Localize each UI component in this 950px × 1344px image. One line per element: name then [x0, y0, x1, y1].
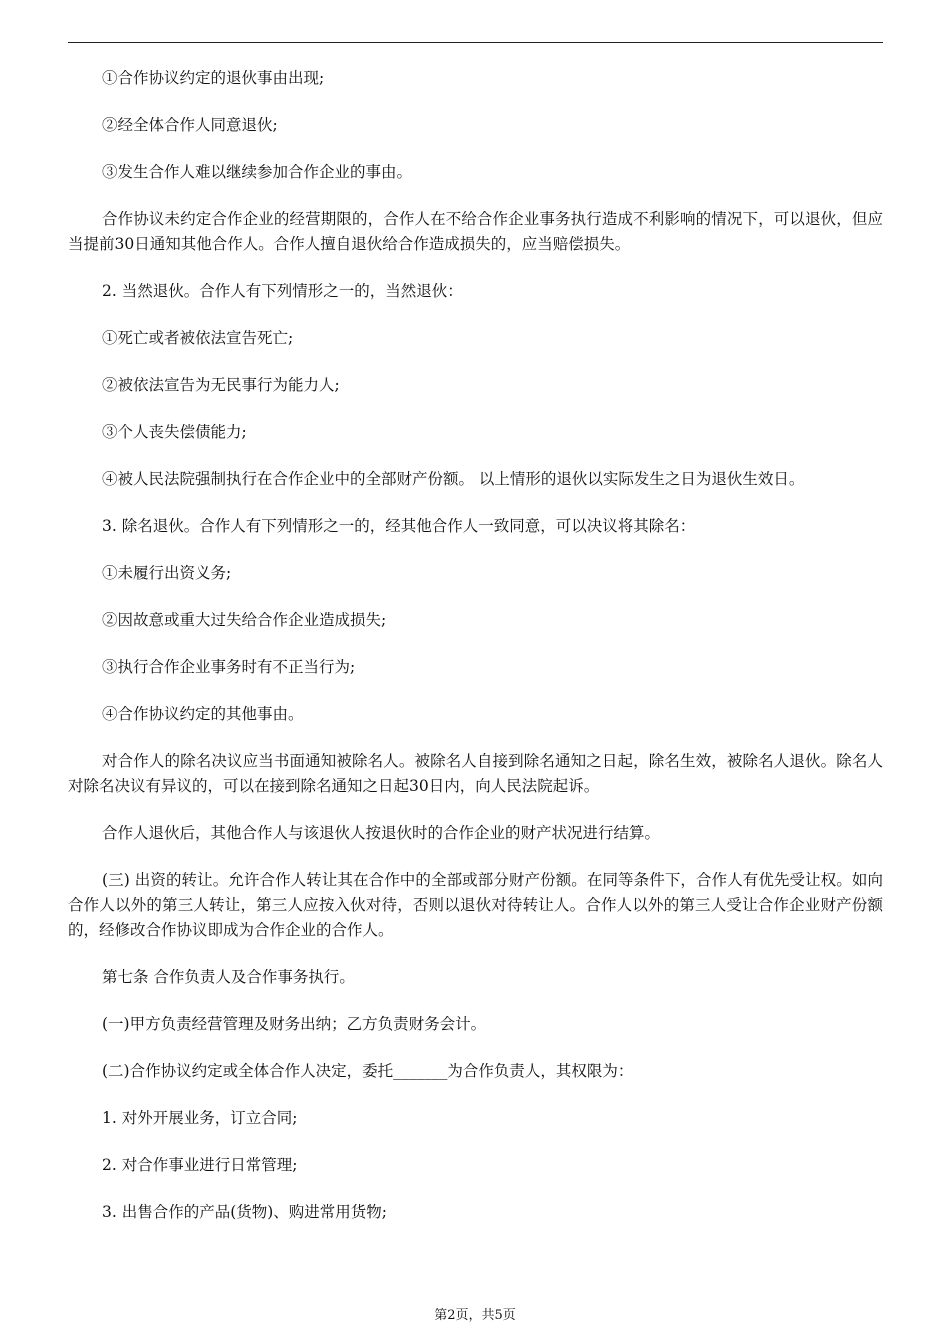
paragraph: ②经全体合作人同意退伙;	[102, 116, 278, 134]
paragraph: ②因故意或重大过失给合作企业造成损失;	[102, 611, 387, 629]
paragraph: ④合作协议约定的其他事由。	[102, 705, 304, 723]
page-number: 第2页，共5页	[434, 1308, 516, 1323]
paragraph: ①合作协议约定的退伙事由出现;	[102, 69, 325, 87]
paragraph: 第七条 合作负责人及合作事务执行。	[102, 968, 355, 986]
paragraph: 2. 对合作事业进行日常管理;	[102, 1156, 298, 1174]
paragraph: ③个人丧失偿债能力;	[102, 423, 247, 441]
header-rule	[68, 42, 883, 43]
paragraph: ④被人民法院强制执行在合作企业中的全部财产份额。 以上情形的退伙以实际发生之日为退伙生效日。	[102, 470, 805, 488]
paragraph: 合作人退伙后，其他合作人与该退伙人按退伙时的合作企业的财产状况进行结算。	[102, 824, 661, 842]
paragraph: ①未履行出资义务;	[102, 564, 232, 582]
paragraph: ③发生合作人难以继续参加合作企业的事由。	[102, 163, 413, 181]
paragraph: (一)甲方负责经营管理及财务出纳；乙方负责财务会计。	[102, 1015, 487, 1033]
paragraph: 2. 当然退伙。合作人有下列情形之一的，当然退伙：	[102, 282, 463, 300]
paragraph: (三) 出资的转让。允许合作人转让其在合作中的全部或部分财产份额。在同等条件下，合作人有优先受让权。如向合作人以外的第三人转让，第三人应按入伙对待，否则以退伙对待转让人。合作人以外的第三人受让合作企业财产份额的，经修改合作协议即成为合作企业的合作人。	[68, 871, 883, 939]
paragraph: ②被依法宣告为无民事行为能力人;	[102, 376, 340, 394]
paragraph: 1. 对外开展业务，订立合同;	[102, 1109, 298, 1127]
paragraph: 合作协议未约定合作企业的经营期限的，合作人在不给合作企业事务执行造成不利影响的情况下，可以退伙，但应当提前30日通知其他合作人。合作人擅自退伙给合作造成损失的，应当赔偿损失。	[68, 210, 883, 253]
paragraph: 3. 出售合作的产品(货物)、购进常用货物;	[102, 1203, 388, 1221]
document-body	[68, 66, 883, 1247]
paragraph: 3. 除名退伙。合作人有下列情形之一的，经其他合作人一致同意，可以决议将其除名：	[102, 517, 696, 535]
paragraph: 对合作人的除名决议应当书面通知被除名人。被除名人自接到除名通知之日起，除名生效，被除名人退伙。除名人对除名决议有异议的，可以在接到除名通知之日起30日内，向人民法院起诉。	[68, 752, 883, 795]
paragraph: ③执行合作企业事务时有不正当行为;	[102, 658, 356, 676]
paragraph: ①死亡或者被依法宣告死亡;	[102, 329, 294, 347]
paragraph: (二)合作协议约定或全体合作人决定，委托_______为合作负责人，其权限为：	[102, 1062, 634, 1080]
